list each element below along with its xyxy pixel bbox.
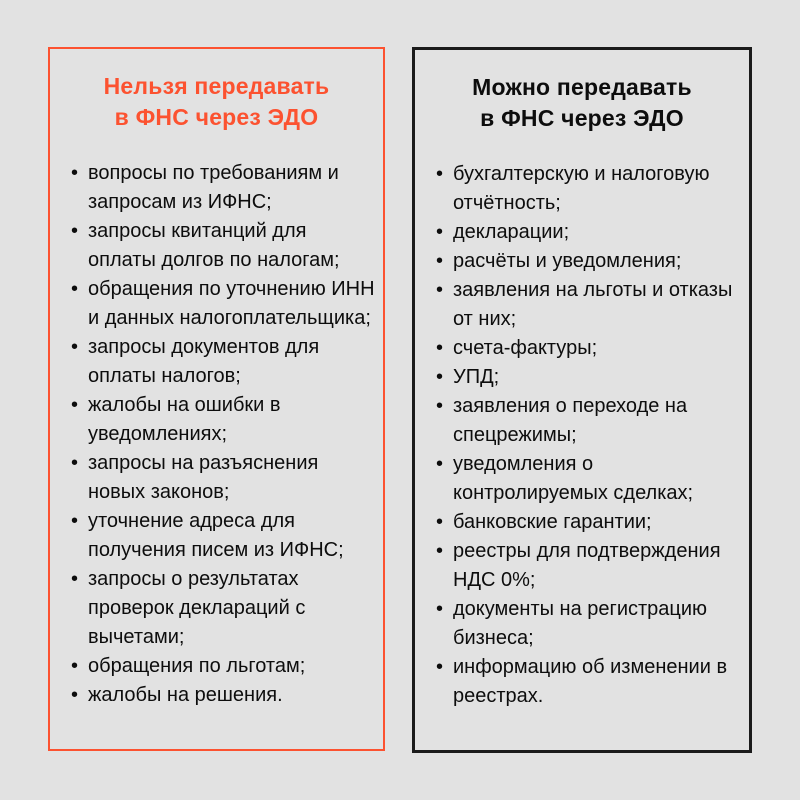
allowed-title-line1: Можно передавать — [472, 74, 692, 100]
list-item-text: запросы о результатах проверок деклараций с вычетами; — [88, 568, 306, 648]
list-item-text: вопросы по требованиям и запросам из ИФНС; — [88, 162, 339, 213]
list-item — [435, 363, 743, 392]
bullet-icon: • — [436, 337, 444, 359]
list-item-text: счета-фактуры; — [453, 337, 598, 359]
list-item — [435, 508, 743, 537]
allowed-title-line2: в ФНС через ЭДО — [480, 105, 684, 131]
bullet-icon: • — [436, 163, 444, 185]
bullet-icon: • — [436, 453, 444, 475]
list-item-text: реестры для подтверждения НДС 0%; — [453, 540, 721, 591]
list-item-text: информацию об изменении в реестрах. — [453, 656, 728, 707]
bullet-icon: • — [436, 250, 444, 272]
allowed-panel-title — [421, 72, 743, 134]
bullet-icon: • — [71, 655, 79, 677]
list-item — [435, 392, 743, 450]
list-item — [70, 275, 377, 333]
list-item — [70, 333, 377, 391]
list-item-text: обращения по льготам; — [88, 655, 306, 677]
list-item — [435, 595, 743, 653]
bullet-icon: • — [71, 394, 79, 416]
list-item — [70, 507, 377, 565]
list-item — [70, 449, 377, 507]
allowed-items-list — [435, 160, 743, 711]
bullet-icon: • — [436, 395, 444, 417]
list-item — [435, 160, 743, 218]
bullet-icon: • — [436, 540, 444, 562]
list-item — [435, 653, 743, 711]
bullet-icon: • — [71, 510, 79, 532]
list-item-text: жалобы на решения. — [88, 684, 283, 706]
list-item — [70, 681, 377, 710]
bullet-icon: • — [71, 336, 79, 358]
list-item — [70, 652, 377, 681]
bullet-icon: • — [436, 656, 444, 678]
list-item-text: УПД; — [453, 366, 500, 388]
list-item — [435, 218, 743, 247]
bullet-icon: • — [71, 162, 79, 184]
forbidden-items-list — [70, 159, 377, 710]
list-item-text: запросы документов для оплаты налогов; — [88, 336, 320, 387]
list-item-text: заявления о переходе на спецрежимы; — [453, 395, 688, 446]
list-item — [435, 537, 743, 595]
forbidden-panel-title — [56, 71, 377, 133]
list-item-text: декларации; — [453, 221, 570, 243]
list-item — [70, 217, 377, 275]
allowed-panel — [412, 47, 752, 753]
list-item-text: обращения по уточнению ИНН и данных налогоплательщика; — [88, 278, 375, 329]
list-item-text: запросы на разъяснения новых законов; — [88, 452, 319, 503]
bullet-icon: • — [436, 511, 444, 533]
list-item — [435, 450, 743, 508]
list-item-text: заявления на льготы и отказы от них; — [453, 279, 733, 330]
bullet-icon: • — [436, 366, 444, 388]
forbidden-title-line2: в ФНС через ЭДО — [114, 104, 319, 130]
bullet-icon: • — [436, 221, 444, 243]
list-item — [70, 159, 377, 217]
bullet-icon: • — [71, 568, 79, 590]
list-item-text: уведомления о контролируемых сделках; — [453, 453, 694, 504]
list-item-text: банковские гарантии; — [453, 511, 652, 533]
list-item — [70, 391, 377, 449]
bullet-icon: • — [71, 220, 79, 242]
list-item-text: уточнение адреса для получения писем из ИФНС; — [88, 510, 344, 561]
list-item — [435, 276, 743, 334]
forbidden-panel — [48, 47, 385, 751]
list-item-text: жалобы на ошибки в уведомлениях; — [88, 394, 281, 445]
bullet-icon: • — [71, 452, 79, 474]
bullet-icon: • — [436, 598, 444, 620]
list-item — [70, 565, 377, 652]
bullet-icon: • — [71, 278, 79, 300]
forbidden-title-line1: Нельзя передавать — [103, 73, 330, 99]
list-item-text: документы на регистрацию бизнеса; — [453, 598, 708, 649]
list-item — [435, 334, 743, 363]
list-item — [435, 247, 743, 276]
bullet-icon: • — [436, 279, 444, 301]
list-item-text: запросы квитанций для оплаты долгов по налогам; — [88, 220, 340, 271]
bullet-icon: • — [71, 684, 79, 706]
list-item-text: бухгалтерскую и налоговую отчётность; — [453, 163, 710, 214]
list-item-text: расчёты и уведомления; — [453, 250, 682, 272]
